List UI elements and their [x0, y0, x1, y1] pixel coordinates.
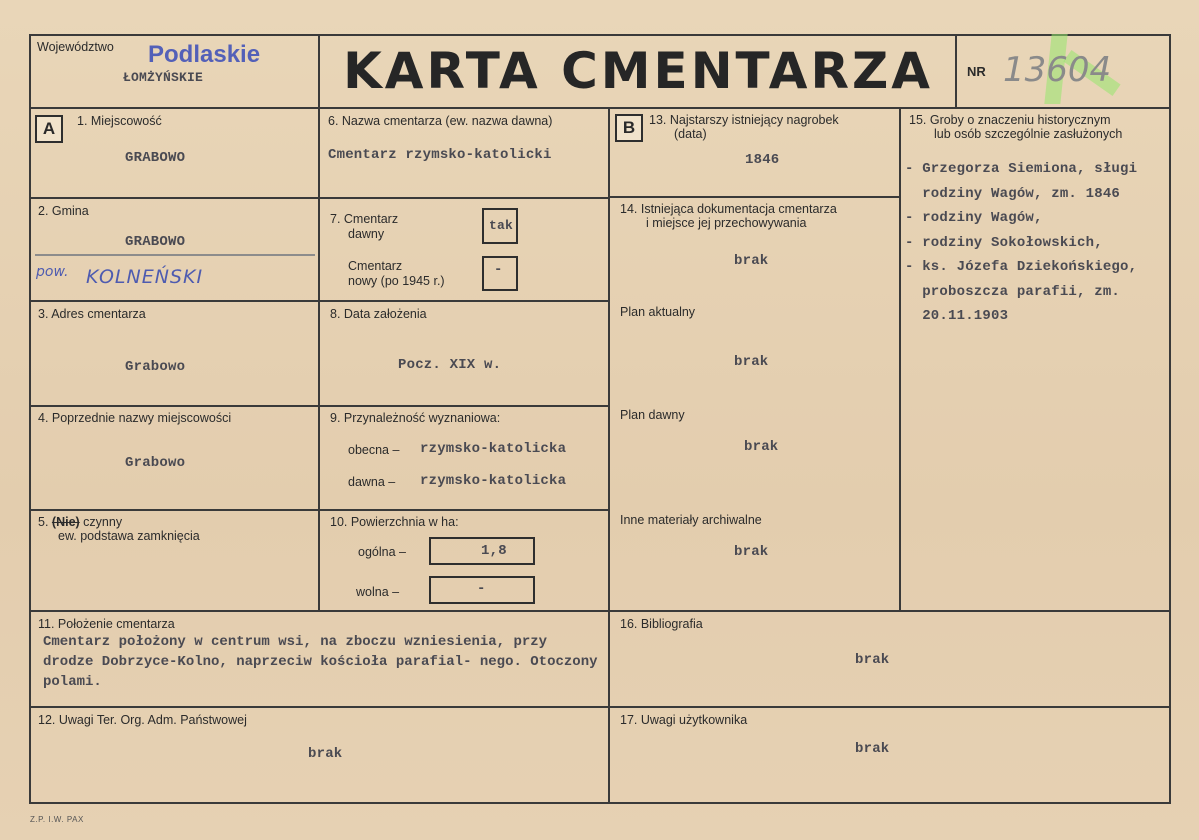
- plan-dawny-value: brak: [744, 439, 779, 455]
- printer-footer: Z.P. I.W. PAX: [30, 815, 84, 824]
- f15-label-line1: 15. Groby o znaczeniu historycznym: [909, 113, 1111, 127]
- f2-label: 2. Gmina: [38, 204, 89, 218]
- f15-line: - Grzegorza Siemiona, sługi: [905, 161, 1138, 177]
- f10-wolna-label: wolna –: [356, 585, 400, 599]
- divider: [29, 610, 1171, 612]
- f7-value: tak: [489, 218, 514, 233]
- divider: [608, 107, 610, 804]
- f15-label-line2: lub osób szczególnie zasłużonych: [934, 127, 1123, 141]
- f7-label2: dawny: [348, 227, 385, 241]
- f9-obecna-label: obecna –: [348, 443, 400, 457]
- underline: [35, 254, 315, 256]
- f8-value: Pocz. XIX w.: [398, 357, 502, 373]
- f4-value: Grabowo: [125, 455, 186, 471]
- f16-label: 16. Bibliografia: [620, 617, 703, 631]
- f15-line: - rodziny Sokołowskich,: [905, 234, 1103, 251]
- divider: [29, 107, 1171, 109]
- f9-label: 9. Przynależność wyznaniowa:: [330, 411, 501, 425]
- section-a-letter: A: [35, 115, 63, 143]
- f2-value: GRABOWO: [125, 234, 186, 250]
- f7b-value: -: [494, 262, 503, 278]
- f10-label: 10. Powierzchnia w ha:: [330, 515, 459, 529]
- f15-line: 20.11.1903: [905, 308, 1009, 324]
- f6-label: 6. Nazwa cmentarza (ew. nazwa dawna): [328, 114, 553, 128]
- divider: [610, 196, 900, 198]
- f10-ogolna-label: ogólna –: [358, 545, 406, 559]
- f11-value: Cmentarz położony w centrum wsi, na zboczu wzniesienia, przy drodze Dobrzyce-Kolno, naprzeciw kościoła parafial- nego. Otoczony polami.: [43, 634, 598, 690]
- f15-line: - rodziny Wagów,: [905, 210, 1043, 226]
- divider: [320, 197, 610, 199]
- divider: [318, 34, 320, 611]
- nr-value: 13604: [1003, 50, 1112, 90]
- f5-label-struck: (Nie): [51, 515, 80, 529]
- plan-aktualny-value: brak: [734, 354, 769, 370]
- divider: [29, 197, 319, 199]
- f13-label-line2: (data): [674, 127, 707, 141]
- f16-value: brak: [855, 652, 890, 668]
- f7b-label2: nowy (po 1945 r.): [348, 274, 445, 288]
- f15-line: - ks. Józefa Dziekońskiego,: [905, 259, 1138, 275]
- f13-label-line1: 13. Najstarszy istniejący nagrobek: [649, 113, 839, 127]
- f5-label-pre: 5.: [38, 515, 52, 529]
- inne-value: brak: [734, 544, 769, 560]
- f2-hand-prefix: pow.: [36, 264, 69, 280]
- f7-label: 7. Cmentarz: [330, 212, 399, 226]
- inne-label: Inne materiały archiwalne: [620, 513, 762, 527]
- f11-label: 11. Położenie cmentarza: [38, 617, 175, 631]
- f3-label: 3. Adres cmentarza: [38, 307, 146, 321]
- divider: [29, 706, 1171, 708]
- f9-dawna-value: rzymsko-katolicka: [420, 473, 567, 489]
- divider: [899, 107, 901, 611]
- f15-list: [905, 157, 1169, 329]
- nr-label: NR: [967, 64, 986, 79]
- f12-label: 12. Uwagi Ter. Org. Adm. Państwowej: [38, 713, 247, 727]
- f8-label: 8. Data założenia: [330, 307, 427, 321]
- f7b-label: Cmentarz: [348, 259, 403, 273]
- f5-label: [38, 515, 122, 530]
- f2-hand-value: KOLNEŃSKI: [86, 266, 204, 288]
- f14-value: brak: [734, 253, 769, 269]
- f15-line: rodziny Wagów, zm. 1846: [905, 185, 1121, 202]
- wojewodztwo-stamp: Podlaskie: [148, 41, 261, 68]
- f6-value: Cmentarz rzymsko-katolicki: [328, 147, 552, 163]
- f10-ogolna-value: 1,8: [481, 543, 507, 559]
- card-title: KARTA CMENTARZA: [343, 42, 933, 100]
- f15-line: proboszcza parafii, zm.: [905, 283, 1121, 300]
- f1-label: 1. Miejscowość: [77, 114, 162, 128]
- f4-label: 4. Poprzednie nazwy miejscowości: [38, 411, 232, 425]
- plan-dawny-label: Plan dawny: [620, 408, 685, 422]
- f5-label-line2: ew. podstawa zamknięcia: [58, 529, 200, 543]
- f9-dawna-label: dawna –: [348, 475, 396, 489]
- f12-value: brak: [308, 746, 343, 762]
- wojewodztwo-label: Województwo: [37, 40, 114, 54]
- f1-value: GRABOWO: [125, 150, 186, 166]
- f5-label-post: czynny: [79, 515, 123, 529]
- f14-label-line2: i miejsce jej przechowywania: [646, 216, 807, 230]
- f9-obecna-value: rzymsko-katolicka: [420, 441, 567, 457]
- f14-label-line1: 14. Istniejąca dokumentacja cmentarza: [620, 202, 837, 216]
- plan-aktualny-label: Plan aktualny: [620, 305, 696, 319]
- f13-value: 1846: [745, 152, 780, 168]
- f10-wolna-value: -: [477, 581, 486, 597]
- f17-value: brak: [855, 741, 890, 757]
- wojewodztwo-old: ŁOMŻYŃSKIE: [123, 70, 204, 85]
- f17-label: 17. Uwagi użytkownika: [620, 713, 748, 727]
- f3-value: Grabowo: [125, 359, 186, 375]
- section-b-letter: B: [615, 114, 643, 142]
